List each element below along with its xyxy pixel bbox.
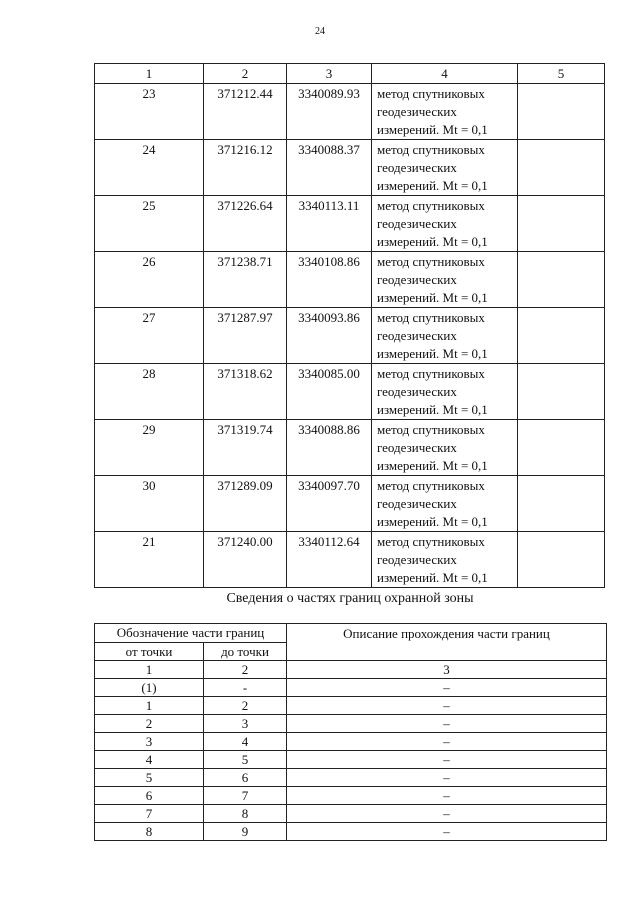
point-number: 25 [95, 196, 204, 252]
coordinate-x: 371287.97 [204, 308, 287, 364]
method-line-3: измерений. Mt = 0,1 [377, 514, 488, 529]
note-cell [518, 364, 605, 420]
col-number-1: 1 [95, 661, 204, 679]
note-cell [518, 308, 605, 364]
coordinate-x: 371216.12 [204, 140, 287, 196]
col-number-3: 3 [287, 661, 607, 679]
to-point: 3 [204, 715, 287, 733]
to-point: 5 [204, 751, 287, 769]
table-row [95, 84, 605, 140]
to-point: - [204, 679, 287, 697]
note-cell [518, 84, 605, 140]
coordinate-x: 371212.44 [204, 84, 287, 140]
table-row [95, 715, 607, 733]
method-line-3: измерений. Mt = 0,1 [377, 122, 488, 137]
method-line-1: метод спутниковых [377, 366, 485, 381]
method-line-3: измерений. Mt = 0,1 [377, 346, 488, 361]
part-description: – [287, 715, 607, 733]
page-number: 24 [315, 26, 325, 37]
method-cell [372, 476, 518, 532]
table-row [95, 308, 605, 364]
col-header-1: 1 [95, 64, 204, 84]
table-row [95, 751, 607, 769]
method-line-2: геодезических [377, 160, 457, 175]
method-cell [372, 140, 518, 196]
table-row [95, 787, 607, 805]
method-line-3: измерений. Mt = 0,1 [377, 234, 488, 249]
note-cell [518, 140, 605, 196]
from-point: 8 [95, 823, 204, 841]
coordinate-y: 3340085.00 [287, 364, 372, 420]
table-row [95, 364, 605, 420]
to-point: 8 [204, 805, 287, 823]
part-description: – [287, 679, 607, 697]
table-row [95, 420, 605, 476]
from-point: 2 [95, 715, 204, 733]
method-line-1: метод спутниковых [377, 422, 485, 437]
method-line-1: метод спутниковых [377, 198, 485, 213]
coordinate-x: 371319.74 [204, 420, 287, 476]
part-description: – [287, 697, 607, 715]
from-point: 3 [95, 733, 204, 751]
method-line-2: геодезических [377, 104, 457, 119]
point-number: 30 [95, 476, 204, 532]
table-row [95, 823, 607, 841]
method-line-2: геодезических [377, 328, 457, 343]
boundary-parts-table [94, 623, 607, 841]
table-row [95, 252, 605, 308]
method-line-2: геодезических [377, 552, 457, 567]
from-point: 7 [95, 805, 204, 823]
point-number: 27 [95, 308, 204, 364]
coordinate-y: 3340093.86 [287, 308, 372, 364]
method-cell [372, 364, 518, 420]
from-point: (1) [95, 679, 204, 697]
coordinate-y: 3340112.64 [287, 532, 372, 588]
method-line-2: геодезических [377, 496, 457, 511]
method-line-1: метод спутниковых [377, 310, 485, 325]
col-header-5: 5 [518, 64, 605, 84]
part-description: – [287, 733, 607, 751]
coordinate-x: 371238.71 [204, 252, 287, 308]
from-point: 4 [95, 751, 204, 769]
table-row [95, 196, 605, 252]
point-number: 28 [95, 364, 204, 420]
method-line-3: измерений. Mt = 0,1 [377, 458, 488, 473]
coordinates-table-header [95, 64, 605, 84]
to-point: 7 [204, 787, 287, 805]
to-point: 9 [204, 823, 287, 841]
method-line-2: геодезических [377, 440, 457, 455]
method-cell [372, 84, 518, 140]
coordinate-y: 3340108.86 [287, 252, 372, 308]
method-line-1: метод спутниковых [377, 86, 485, 101]
method-line-3: измерений. Mt = 0,1 [377, 570, 488, 585]
point-number: 24 [95, 140, 204, 196]
parts-header-row [95, 624, 607, 643]
method-cell [372, 420, 518, 476]
to-point: 6 [204, 769, 287, 787]
section-title: Сведения о частях границ охранной зоны [226, 591, 474, 606]
col-header-2: 2 [204, 64, 287, 84]
note-cell [518, 476, 605, 532]
method-cell [372, 196, 518, 252]
header-part-designation: Обозначение части границ [95, 624, 287, 643]
from-point: 1 [95, 697, 204, 715]
part-description: – [287, 751, 607, 769]
parts-column-numbers [95, 661, 607, 679]
coordinate-y: 3340089.93 [287, 84, 372, 140]
point-number: 23 [95, 84, 204, 140]
coordinate-y: 3340113.11 [287, 196, 372, 252]
table-row [95, 769, 607, 787]
table-row [95, 140, 605, 196]
coordinate-y: 3340088.86 [287, 420, 372, 476]
method-cell [372, 308, 518, 364]
method-line-3: измерений. Mt = 0,1 [377, 290, 488, 305]
from-point: 5 [95, 769, 204, 787]
table-row [95, 476, 605, 532]
table-row [95, 532, 605, 588]
table-row [95, 679, 607, 697]
col-header-3: 3 [287, 64, 372, 84]
to-point: 4 [204, 733, 287, 751]
header-part-description: Описание прохождения части границ [287, 624, 607, 661]
note-cell [518, 420, 605, 476]
method-line-1: метод спутниковых [377, 534, 485, 549]
method-line-2: геодезических [377, 272, 457, 287]
method-line-1: метод спутниковых [377, 254, 485, 269]
header-to-point: до точки [204, 643, 287, 661]
method-line-2: геодезических [377, 384, 457, 399]
point-number: 29 [95, 420, 204, 476]
coordinate-y: 3340088.37 [287, 140, 372, 196]
method-cell [372, 532, 518, 588]
coordinate-x: 371226.64 [204, 196, 287, 252]
part-description: – [287, 823, 607, 841]
table-row [95, 805, 607, 823]
table-row [95, 697, 607, 715]
table-row [95, 733, 607, 751]
header-from-point: от точки [95, 643, 204, 661]
point-number: 26 [95, 252, 204, 308]
method-cell [372, 252, 518, 308]
method-line-2: геодезических [377, 216, 457, 231]
note-cell [518, 196, 605, 252]
note-cell [518, 252, 605, 308]
point-number: 21 [95, 532, 204, 588]
col-number-2: 2 [204, 661, 287, 679]
note-cell [518, 532, 605, 588]
method-line-3: измерений. Mt = 0,1 [377, 178, 488, 193]
method-line-3: измерений. Mt = 0,1 [377, 402, 488, 417]
coordinate-y: 3340097.70 [287, 476, 372, 532]
coordinate-x: 371240.00 [204, 532, 287, 588]
part-description: – [287, 787, 607, 805]
from-point: 6 [95, 787, 204, 805]
method-line-1: метод спутниковых [377, 142, 485, 157]
col-header-4: 4 [372, 64, 518, 84]
part-description: – [287, 805, 607, 823]
coordinate-x: 371289.09 [204, 476, 287, 532]
method-line-1: метод спутниковых [377, 478, 485, 493]
part-description: – [287, 769, 607, 787]
to-point: 2 [204, 697, 287, 715]
coordinate-x: 371318.62 [204, 364, 287, 420]
coordinates-table [94, 63, 605, 588]
